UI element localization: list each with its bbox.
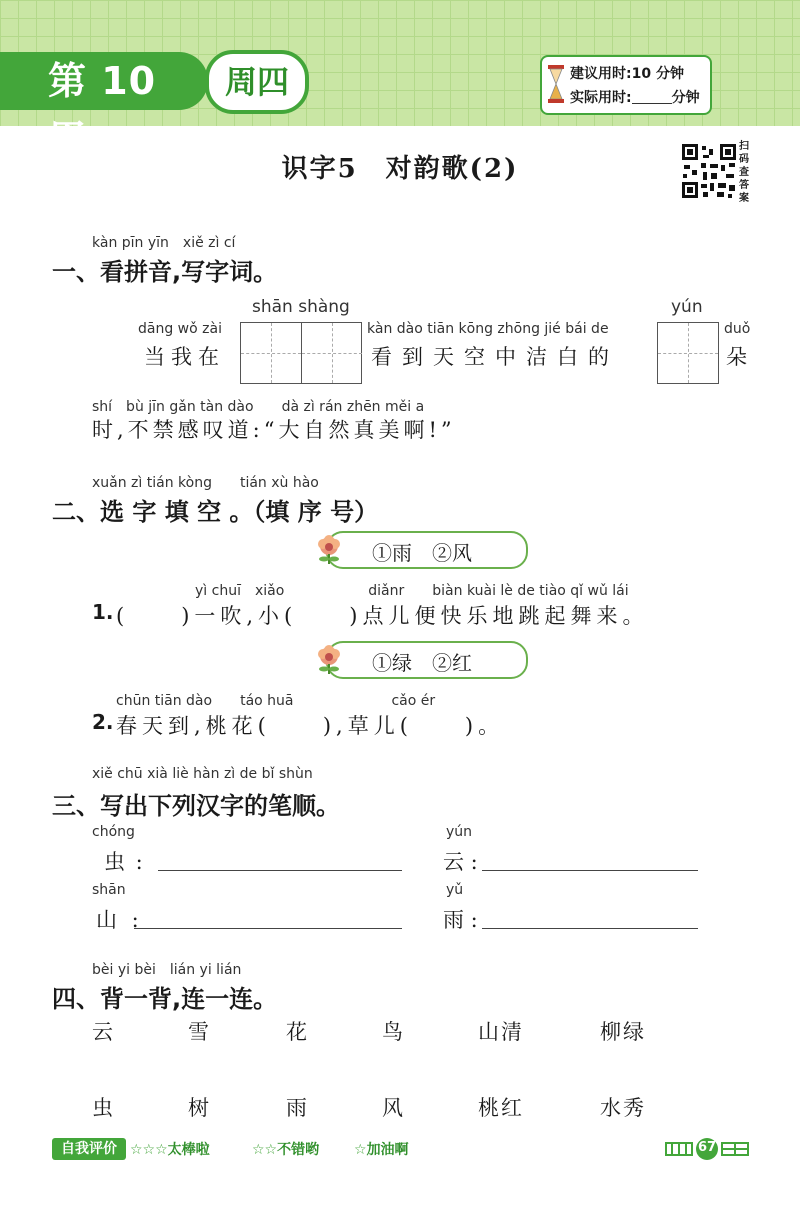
match-word-bottom[interactable]: 水秀 <box>600 1096 646 1120</box>
match-word-bottom[interactable]: 树 <box>188 1096 211 1120</box>
star-icon: ☆ <box>354 1142 367 1158</box>
s2-heading-pinyin: xuǎn zì tián kòng tián xù hào <box>92 475 319 491</box>
match-word-bottom[interactable]: 虫 <box>92 1096 115 1120</box>
match-word-top[interactable]: 山清 <box>478 1020 524 1044</box>
line1-pinyin-b: kàn dào tiān kōng zhōng jié bái de <box>367 321 609 337</box>
stroke-answer-line[interactable] <box>482 870 698 871</box>
rating-try-label: 加油啊 <box>366 1142 409 1158</box>
s4-heading: 四、背一背,连一连。 <box>52 985 278 1013</box>
page-number: 67 <box>697 1140 717 1155</box>
writing-box-yun[interactable] <box>657 322 719 384</box>
stroke-item-pinyin: yún <box>446 824 473 840</box>
s3-heading: 三、写出下列汉字的笔顺。 <box>52 792 340 820</box>
q1-text: ( )一吹,小( )点儿便快乐地跳起舞来。 <box>116 604 649 628</box>
s1-heading: 一、看拼音,写字词。 <box>52 258 278 286</box>
q2-number: 2. <box>92 710 114 734</box>
box-pinyin-shanshang: shān shàng <box>252 297 350 317</box>
s1-heading-pinyin: kàn pīn yīn xiě zì cí <box>92 235 236 251</box>
star-icon: ☆☆ <box>252 1142 278 1158</box>
stroke-item-char: 雨 : <box>443 908 478 932</box>
actual-time-suffix: 分钟 <box>671 90 700 106</box>
stroke-item-pinyin: yǔ <box>446 882 464 898</box>
writing-box-shanshang[interactable] <box>240 322 362 384</box>
star-icon: ☆☆☆ <box>130 1142 168 1158</box>
page-number-badge <box>664 1137 750 1161</box>
stroke-item-char: 虫 : <box>104 850 145 874</box>
time-box <box>540 55 712 115</box>
stroke-item-char: 云 : <box>443 850 478 874</box>
flower-icon <box>312 532 346 566</box>
line1-pinyin-c: duǒ <box>724 321 751 337</box>
self-eval-badge: 自我评价 <box>52 1138 126 1160</box>
q2-text: 春天到,桃花( ),草儿( )。 <box>116 714 505 738</box>
match-word-bottom[interactable]: 雨 <box>286 1096 309 1120</box>
options-box-1 <box>326 531 528 569</box>
actual-time <box>570 87 700 107</box>
rating-try[interactable] <box>354 1139 409 1159</box>
rating-good[interactable] <box>252 1139 319 1159</box>
match-word-bottom[interactable]: 风 <box>382 1096 405 1120</box>
line1-pinyin-a: dāng wǒ zài <box>138 321 222 337</box>
q1-number: 1. <box>92 600 114 624</box>
s4-heading-pinyin: bèi yi bèi lián yi lián <box>92 962 242 978</box>
q1-pinyin: yì chuī xiǎo diǎnr biàn kuài lè de tiào qǐ wǔ lái <box>195 583 629 599</box>
stroke-answer-line[interactable] <box>134 928 402 929</box>
match-word-bottom[interactable]: 桃红 <box>478 1096 524 1120</box>
line2-pinyin: shí bù jīn gǎn tàn dào dà zì rán zhēn měi a <box>92 399 425 415</box>
rating-good-label: 不错哟 <box>277 1142 320 1158</box>
stroke-item-pinyin: chóng <box>92 824 135 840</box>
s3-heading-pinyin: xiě chū xià liè hàn zì de bǐ shùn <box>92 766 313 782</box>
stroke-answer-line[interactable] <box>158 870 402 871</box>
actual-time-input[interactable] <box>632 89 672 104</box>
match-word-top[interactable]: 鸟 <box>382 1020 405 1044</box>
match-word-top[interactable]: 柳绿 <box>600 1020 646 1044</box>
line1-text-c: 朵 <box>726 345 753 369</box>
actual-time-prefix: 实际用时: <box>570 90 632 106</box>
suggested-time: 建议用时:10 分钟 <box>570 66 684 82</box>
match-word-top[interactable]: 雪 <box>188 1020 211 1044</box>
stroke-item-char: 山 : <box>96 908 143 932</box>
s2-heading: 二、选 字 填 空 。（填 序 号） <box>52 498 379 526</box>
line1-text-b: 看到天空中洁白的 <box>371 345 619 369</box>
options-2-text: ①绿 ②红 <box>372 651 472 675</box>
q2-pinyin: chūn tiān dào táo huā cǎo ér <box>116 693 436 709</box>
scan-answer-label: 扫码查答案 <box>739 141 749 204</box>
options-1-text: ①雨 ②风 <box>372 541 472 565</box>
line2-text: 时,不禁感叹道:“大自然真美啊!” <box>92 418 456 442</box>
box-pinyin-yun: yún <box>671 297 703 317</box>
match-word-top[interactable]: 花 <box>286 1020 309 1044</box>
qr-code-icon[interactable] <box>681 143 737 199</box>
stroke-answer-line[interactable] <box>482 928 698 929</box>
week-label: 第 10 周 <box>0 52 208 110</box>
hourglass-icon <box>548 65 564 103</box>
rating-great-label: 太棒啦 <box>167 1142 210 1158</box>
options-box-2 <box>326 641 528 679</box>
day-label: 周四 <box>205 50 309 114</box>
flower-icon <box>312 642 346 676</box>
rating-great[interactable] <box>130 1139 210 1159</box>
line1-text-a: 当我在 <box>144 345 225 369</box>
stroke-item-pinyin: shān <box>92 882 126 898</box>
match-word-top[interactable]: 云 <box>92 1020 115 1044</box>
page-title: 识字5 对韵歌(2) <box>281 154 519 184</box>
